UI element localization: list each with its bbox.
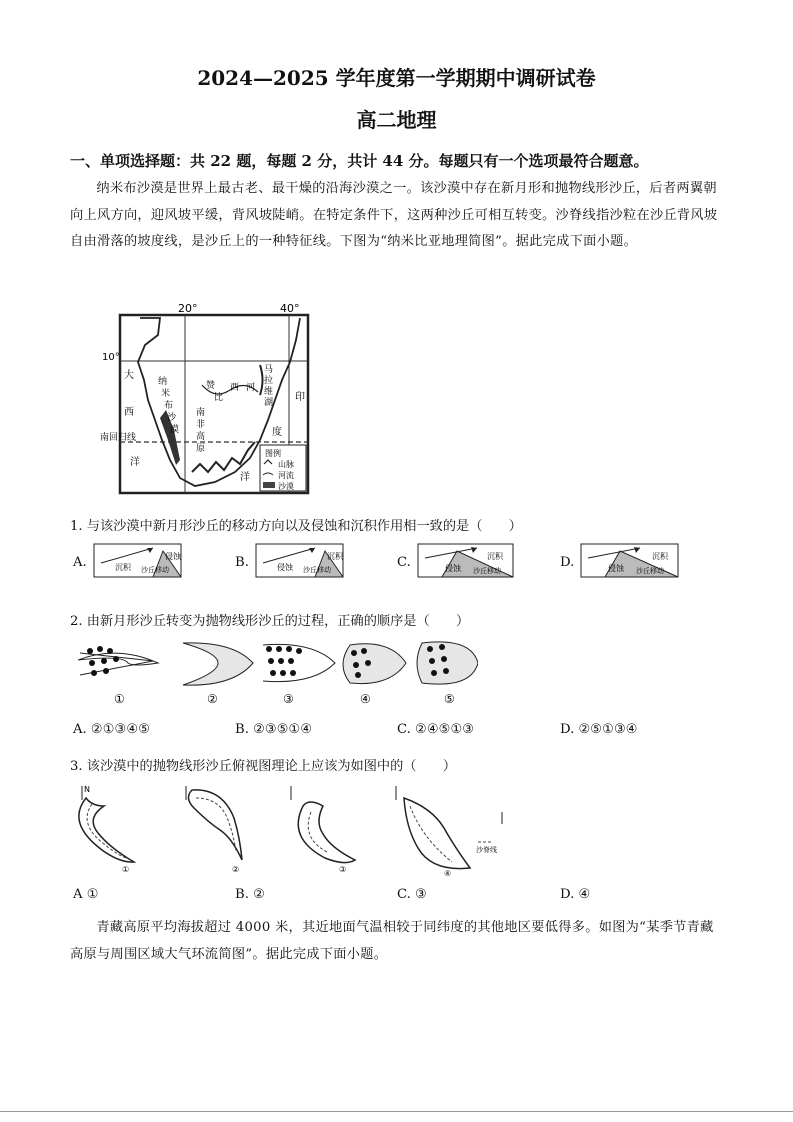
ocean-label: 印 <box>295 392 305 403</box>
svg-text:纳: 纳 <box>158 377 168 387</box>
q1-option-b[interactable]: B. <box>235 555 249 570</box>
dune-fig-4 <box>343 644 406 706</box>
q3-option-a[interactable]: A ① <box>73 887 99 902</box>
q1-diagram-c <box>417 543 515 579</box>
q2-option-c[interactable]: C. ②④⑤①③ <box>397 722 475 737</box>
lat-10-label: 10° <box>102 352 120 363</box>
q1c-right: 沉积 <box>487 552 503 561</box>
svg-text:高: 高 <box>196 432 206 442</box>
legend-river: 河流 <box>278 471 294 480</box>
section-heading: 一、单项选择题：共 22 题，每题 2 分，共计 44 分。每题只有一个选项最符合题意。 <box>70 152 649 170</box>
exam-title: 2024—2025 学年度第一学期期中调研试卷 <box>197 66 596 90</box>
q1-diagram-d <box>580 543 680 579</box>
q1d-move: 沙丘移动 <box>636 567 664 575</box>
dune-fig-5 <box>417 642 478 706</box>
legend-mountain: 山脉 <box>278 460 294 469</box>
desert-icon <box>263 482 275 488</box>
legend-title: 图例 <box>265 449 281 458</box>
q1c-left: 侵蚀 <box>445 564 461 573</box>
q1b-left: 侵蚀 <box>277 563 293 572</box>
ocean-label: 西 <box>124 407 134 418</box>
q1-diagram-a <box>93 543 183 579</box>
north-arrow-icon: N <box>84 785 90 794</box>
svg-text:非: 非 <box>196 420 206 430</box>
q1a-left: 沉积 <box>115 563 131 572</box>
river-label <box>206 379 255 403</box>
ocean-label: 大 <box>124 370 134 381</box>
q1b-move: 沙丘移动 <box>303 566 331 574</box>
parabolic-fig-3 <box>291 786 355 874</box>
ocean-label: 洋 <box>240 472 250 483</box>
svg-text:比: 比 <box>214 393 224 403</box>
svg-text:沙脊线: 沙脊线 <box>476 846 497 854</box>
q3-option-c[interactable]: C. ③ <box>397 887 427 902</box>
q2-option-b[interactable]: B. ②③⑤①④ <box>235 722 313 737</box>
q1-diagram-b <box>255 543 345 579</box>
q1a-move: 沙丘移动 <box>141 566 169 574</box>
svg-text:米: 米 <box>161 389 171 399</box>
svg-text:③: ③ <box>339 865 347 874</box>
plateau-label <box>196 406 205 454</box>
ocean-label: 度 <box>272 427 282 438</box>
svg-text:维: 维 <box>264 387 274 397</box>
svg-text:沙: 沙 <box>167 413 177 423</box>
svg-text:漠: 漠 <box>170 425 180 435</box>
svg-text:④: ④ <box>444 869 452 878</box>
q1d-left: 侵蚀 <box>608 564 624 573</box>
svg-text:赞: 赞 <box>206 381 216 391</box>
q1-option-c[interactable]: C. <box>397 555 411 570</box>
ridge-line-legend <box>476 812 502 854</box>
svg-text:西: 西 <box>230 383 240 393</box>
dune-fig-2 <box>183 643 253 706</box>
svg-text:河: 河 <box>246 383 256 393</box>
ocean-label: 洋 <box>130 457 140 468</box>
page-bottom-rule <box>0 1111 793 1112</box>
svg-text:马: 马 <box>264 365 274 375</box>
q2-dune-figures <box>78 635 478 710</box>
q2-option-a[interactable]: A. ②①③④⑤ <box>73 722 151 737</box>
q1c-move: 沙丘移动 <box>473 567 501 575</box>
dune-fig-1 <box>78 646 158 706</box>
q1d-right: 沉积 <box>652 552 668 561</box>
exam-subject: 高二地理 <box>356 108 437 132</box>
svg-text:①: ① <box>122 865 130 874</box>
svg-text:②: ② <box>207 692 218 706</box>
q1a-right: 侵蚀 <box>165 552 181 561</box>
question-3: 3. 该沙漠中的抛物线形沙丘俯视图理论上应该为如图中的（ ） <box>70 759 457 774</box>
q1b-right: 沉积 <box>327 552 343 561</box>
svg-text:④: ④ <box>360 692 371 706</box>
q2-option-d[interactable]: D. ②⑤①③④ <box>560 722 638 737</box>
lake-label <box>264 364 273 408</box>
namibia-map <box>100 300 315 500</box>
q3-option-b[interactable]: B. ② <box>235 887 265 902</box>
q3-dune-figures <box>72 778 512 878</box>
lon-20-label: 20° <box>178 302 198 315</box>
passage-namib: 纳米布沙漠是世界上最古老、最干燥的沿海沙漠之一。该沙漠中存在新月形和抛物线形沙丘，后者两翼朝向上风方向，迎风坡平缓，背风坡陡峭。在特定条件下，这两种沙丘可相互转变。沙脊线指沙粒在沙丘背风坡自由滑落的坡度线，是沙丘上的一种特征线。下图为“纳米比亚地理简图”。据此完成下面小题。 <box>70 181 718 249</box>
parabolic-fig-4 <box>396 786 470 878</box>
dune-fig-3 <box>263 644 335 706</box>
legend-desert: 沙漠 <box>278 482 294 491</box>
svg-text:原: 原 <box>196 444 206 454</box>
svg-text:①: ① <box>114 692 125 706</box>
svg-text:南: 南 <box>196 408 206 418</box>
svg-text:⑤: ⑤ <box>444 692 455 706</box>
parabolic-fig-1 <box>79 785 134 874</box>
q1-option-d[interactable]: D. <box>560 555 575 570</box>
passage-tibet: 青藏高原平均海拔超过 4000 米，其近地面气温相较于同纬度的其他地区要低得多。如图为“某季节青藏高原与周围区域大气环流简图”。据此完成下面小题。 <box>70 920 714 962</box>
lon-40-label: 40° <box>280 302 300 315</box>
svg-text:③: ③ <box>283 692 294 706</box>
q1-option-a[interactable]: A. <box>73 555 87 570</box>
svg-text:拉: 拉 <box>264 376 274 386</box>
q3-option-d[interactable]: D. ④ <box>560 887 591 902</box>
tropic-label: 南回归线 <box>100 433 137 443</box>
question-1: 1. 与该沙漠中新月形沙丘的移动方向以及侵蚀和沉积作用相一致的是（ ） <box>70 519 522 534</box>
svg-text:布: 布 <box>164 401 174 411</box>
svg-text:湖: 湖 <box>264 398 274 408</box>
svg-text:②: ② <box>232 865 240 874</box>
question-2: 2. 由新月形沙丘转变为抛物线形沙丘的过程，正确的顺序是（ ） <box>70 614 470 629</box>
parabolic-fig-2 <box>186 786 242 874</box>
